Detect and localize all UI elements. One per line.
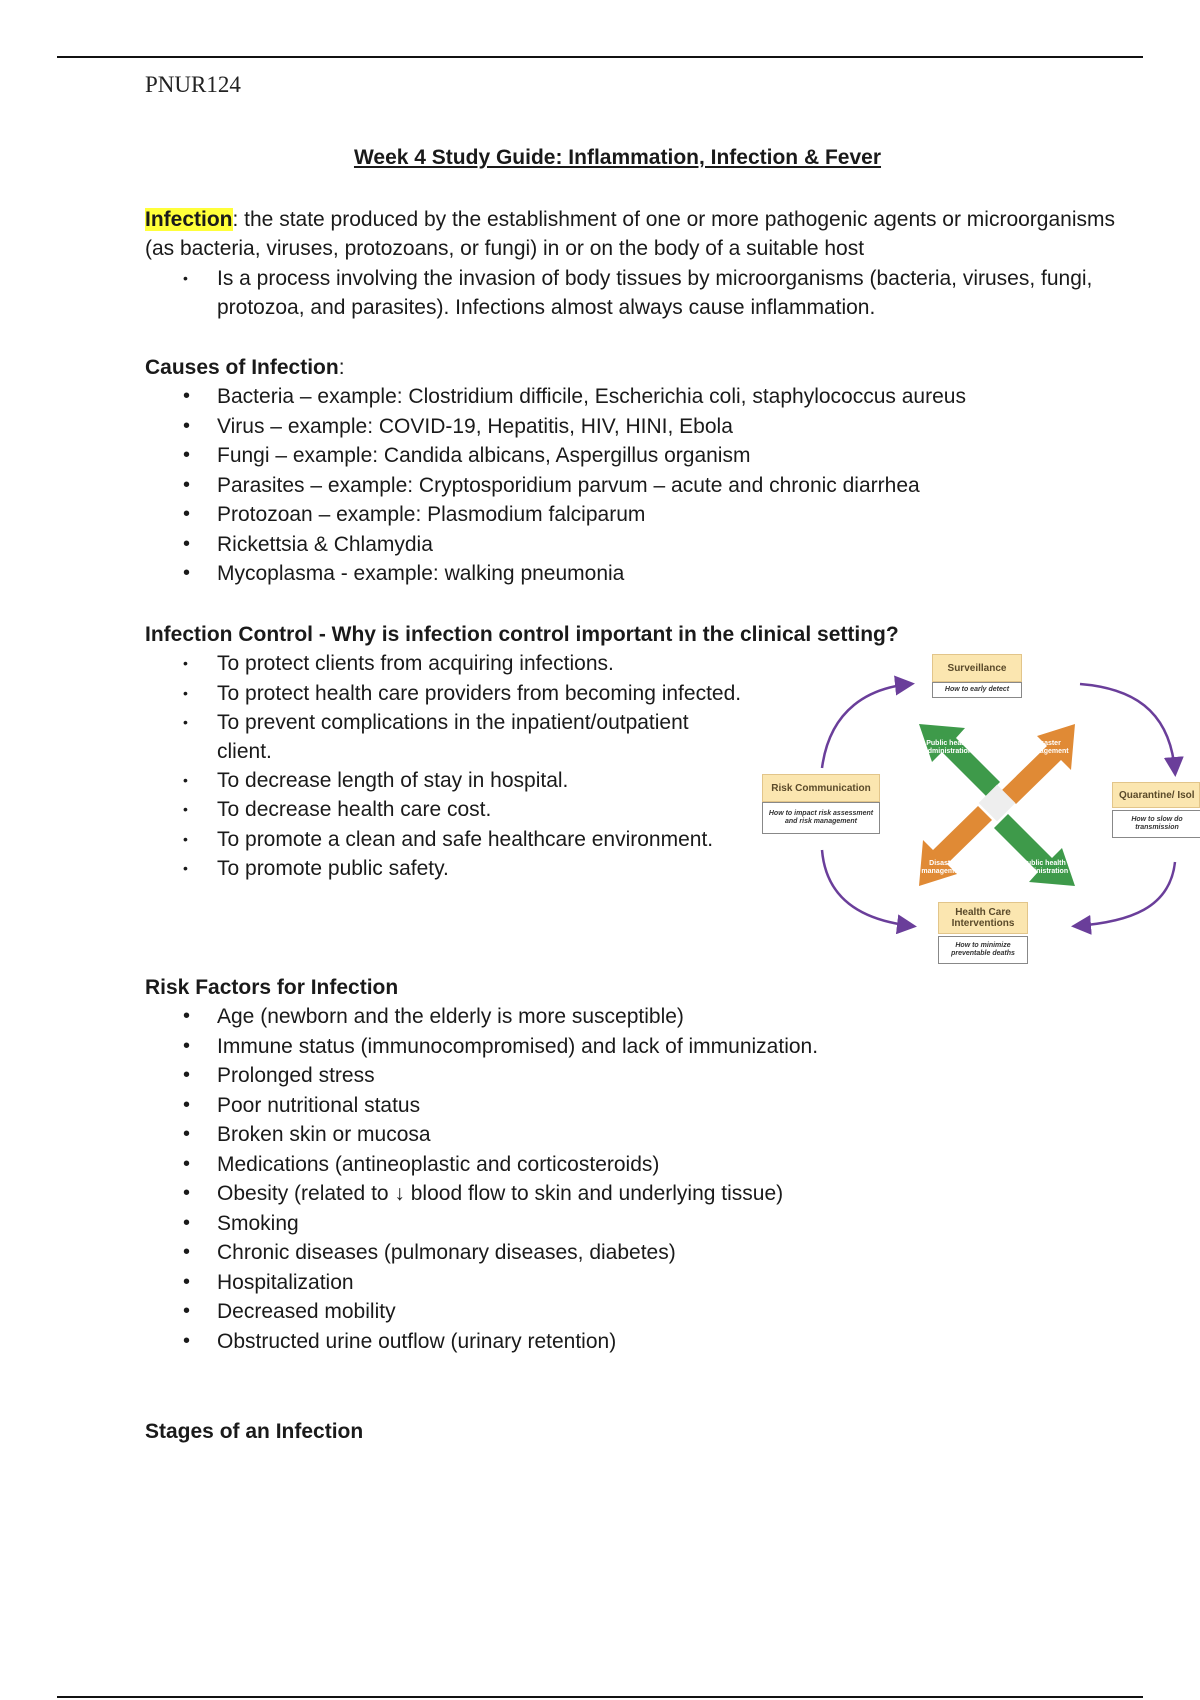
surveillance-box: Surveillance xyxy=(932,654,1022,682)
loop-arrow-top-right xyxy=(1080,684,1175,772)
quarantine-sub: How to slow do transmission xyxy=(1112,810,1200,838)
green-arrow-top-left xyxy=(919,724,1000,796)
quarantine-box: Quarantine/ Isol xyxy=(1112,782,1200,808)
stages-section xyxy=(145,1417,1145,1446)
list-item: • Parasites – example: Cryptosporidium parvum – acute and chronic diarrhea xyxy=(145,471,1145,501)
list-item: • Broken skin or mucosa xyxy=(145,1120,1145,1150)
bottom-rule xyxy=(57,1696,1143,1698)
stages-heading: Stages of an Infection xyxy=(145,1420,364,1443)
list-item: • Prolonged stress xyxy=(145,1061,1145,1091)
list-item: • Obesity (related to ↓ blood flow to skin and underlying tissue) xyxy=(145,1179,1145,1209)
infection-definition-text: : the state produced by the establishment of one or more pathogenic agents or microorganisms (as bacteria, viruses, protozoans, or fungi) in or on the body of a suitable host xyxy=(145,208,1115,260)
list-item: • Smoking xyxy=(145,1209,1145,1239)
list-item: • Medications (antineoplastic and corticosteroids) xyxy=(145,1150,1145,1180)
list-item: • Mycoplasma - example: walking pneumonia xyxy=(145,559,1145,589)
arrow-label-top-right: Disaster management xyxy=(1025,740,1069,755)
list-item: • Rickettsia & Chlamydia xyxy=(145,530,1145,560)
list-item: • To decrease health care cost. xyxy=(145,795,745,825)
arrow-label-top-left: Public health administration xyxy=(923,740,973,755)
list-item: • Poor nutritional status xyxy=(145,1091,1145,1121)
risk-section xyxy=(145,973,1145,1356)
risk-list xyxy=(145,1002,1145,1356)
definition-bullets xyxy=(145,264,1145,322)
top-rule xyxy=(57,56,1143,58)
causes-list xyxy=(145,382,1145,589)
risk-heading: Risk Factors for Infection xyxy=(145,976,399,999)
list-item: • Obstructed urine outflow (urinary retention) xyxy=(145,1327,1145,1357)
list-item: • Fungi – example: Candida albicans, Aspergillus organism xyxy=(145,441,1145,471)
loop-arrow-bottom-right xyxy=(1076,862,1175,926)
health-care-box: Health Care Interventions xyxy=(938,902,1028,934)
list-item: • Virus – example: COVID-19, Hepatitis, HIV, HINI, Ebola xyxy=(145,412,1145,442)
causes-heading: Causes of Infection: xyxy=(145,356,345,379)
list-item: • To protect clients from acquiring infections. xyxy=(145,649,745,679)
surveillance-sub: How to early detect xyxy=(932,682,1022,698)
list-item: • Immune status (immunocompromised) and lack of immunization. xyxy=(145,1032,1145,1062)
list-item: • Age (newborn and the elderly is more susceptible) xyxy=(145,1002,1145,1032)
list-item: • To prevent complications in the inpatient/outpatient client. xyxy=(145,708,745,766)
causes-section xyxy=(145,353,1145,589)
list-item: • Hospitalization xyxy=(145,1268,1145,1298)
arrow-label-bottom-left: Disaster management xyxy=(921,860,965,875)
health-care-sub: How to minimize preventable deaths xyxy=(938,936,1028,964)
risk-communication-sub: How to impact risk assessment and risk management xyxy=(762,802,880,834)
list-item: • To promote a clean and safe healthcare environment. xyxy=(145,825,745,854)
risk-communication-box: Risk Communication xyxy=(762,774,880,802)
infection-definition xyxy=(145,205,1145,263)
list-item: • Protozoan – example: Plasmodium falciparum xyxy=(145,500,1145,530)
list-item: • Chronic diseases (pulmonary diseases, diabetes) xyxy=(145,1238,1145,1268)
list-item: • Decreased mobility xyxy=(145,1297,1145,1327)
control-list xyxy=(145,649,745,883)
loop-arrow-top-left xyxy=(822,684,910,768)
infection-control-diagram xyxy=(760,648,1200,970)
definition-bullet: • Is a process involving the invasion of body tissues by microorganisms (bacteria, viruses, fungi, protozoa, and parasites). Infections almost always cause inflammation. xyxy=(145,264,1145,322)
loop-arrow-bottom-left xyxy=(822,850,912,926)
page-title: Week 4 Study Guide: Inflammation, Infection & Fever xyxy=(353,146,882,169)
list-item: • To protect health care providers from becoming infected. xyxy=(145,679,745,708)
arrow-label-bottom-right: Public health administration xyxy=(1019,860,1069,875)
course-code: PNUR124 xyxy=(145,72,241,97)
control-heading: Infection Control - Why is infection control important in the clinical setting? xyxy=(145,623,899,646)
list-item: • Bacteria – example: Clostridium difficile, Escherichia coli, staphylococcus aureus xyxy=(145,382,1145,412)
infection-term: Infection xyxy=(145,208,233,231)
orange-arrow-top-right xyxy=(1002,724,1075,804)
list-item: • To promote public safety. xyxy=(145,854,745,884)
list-item: • To decrease length of stay in hospital. xyxy=(145,766,745,796)
